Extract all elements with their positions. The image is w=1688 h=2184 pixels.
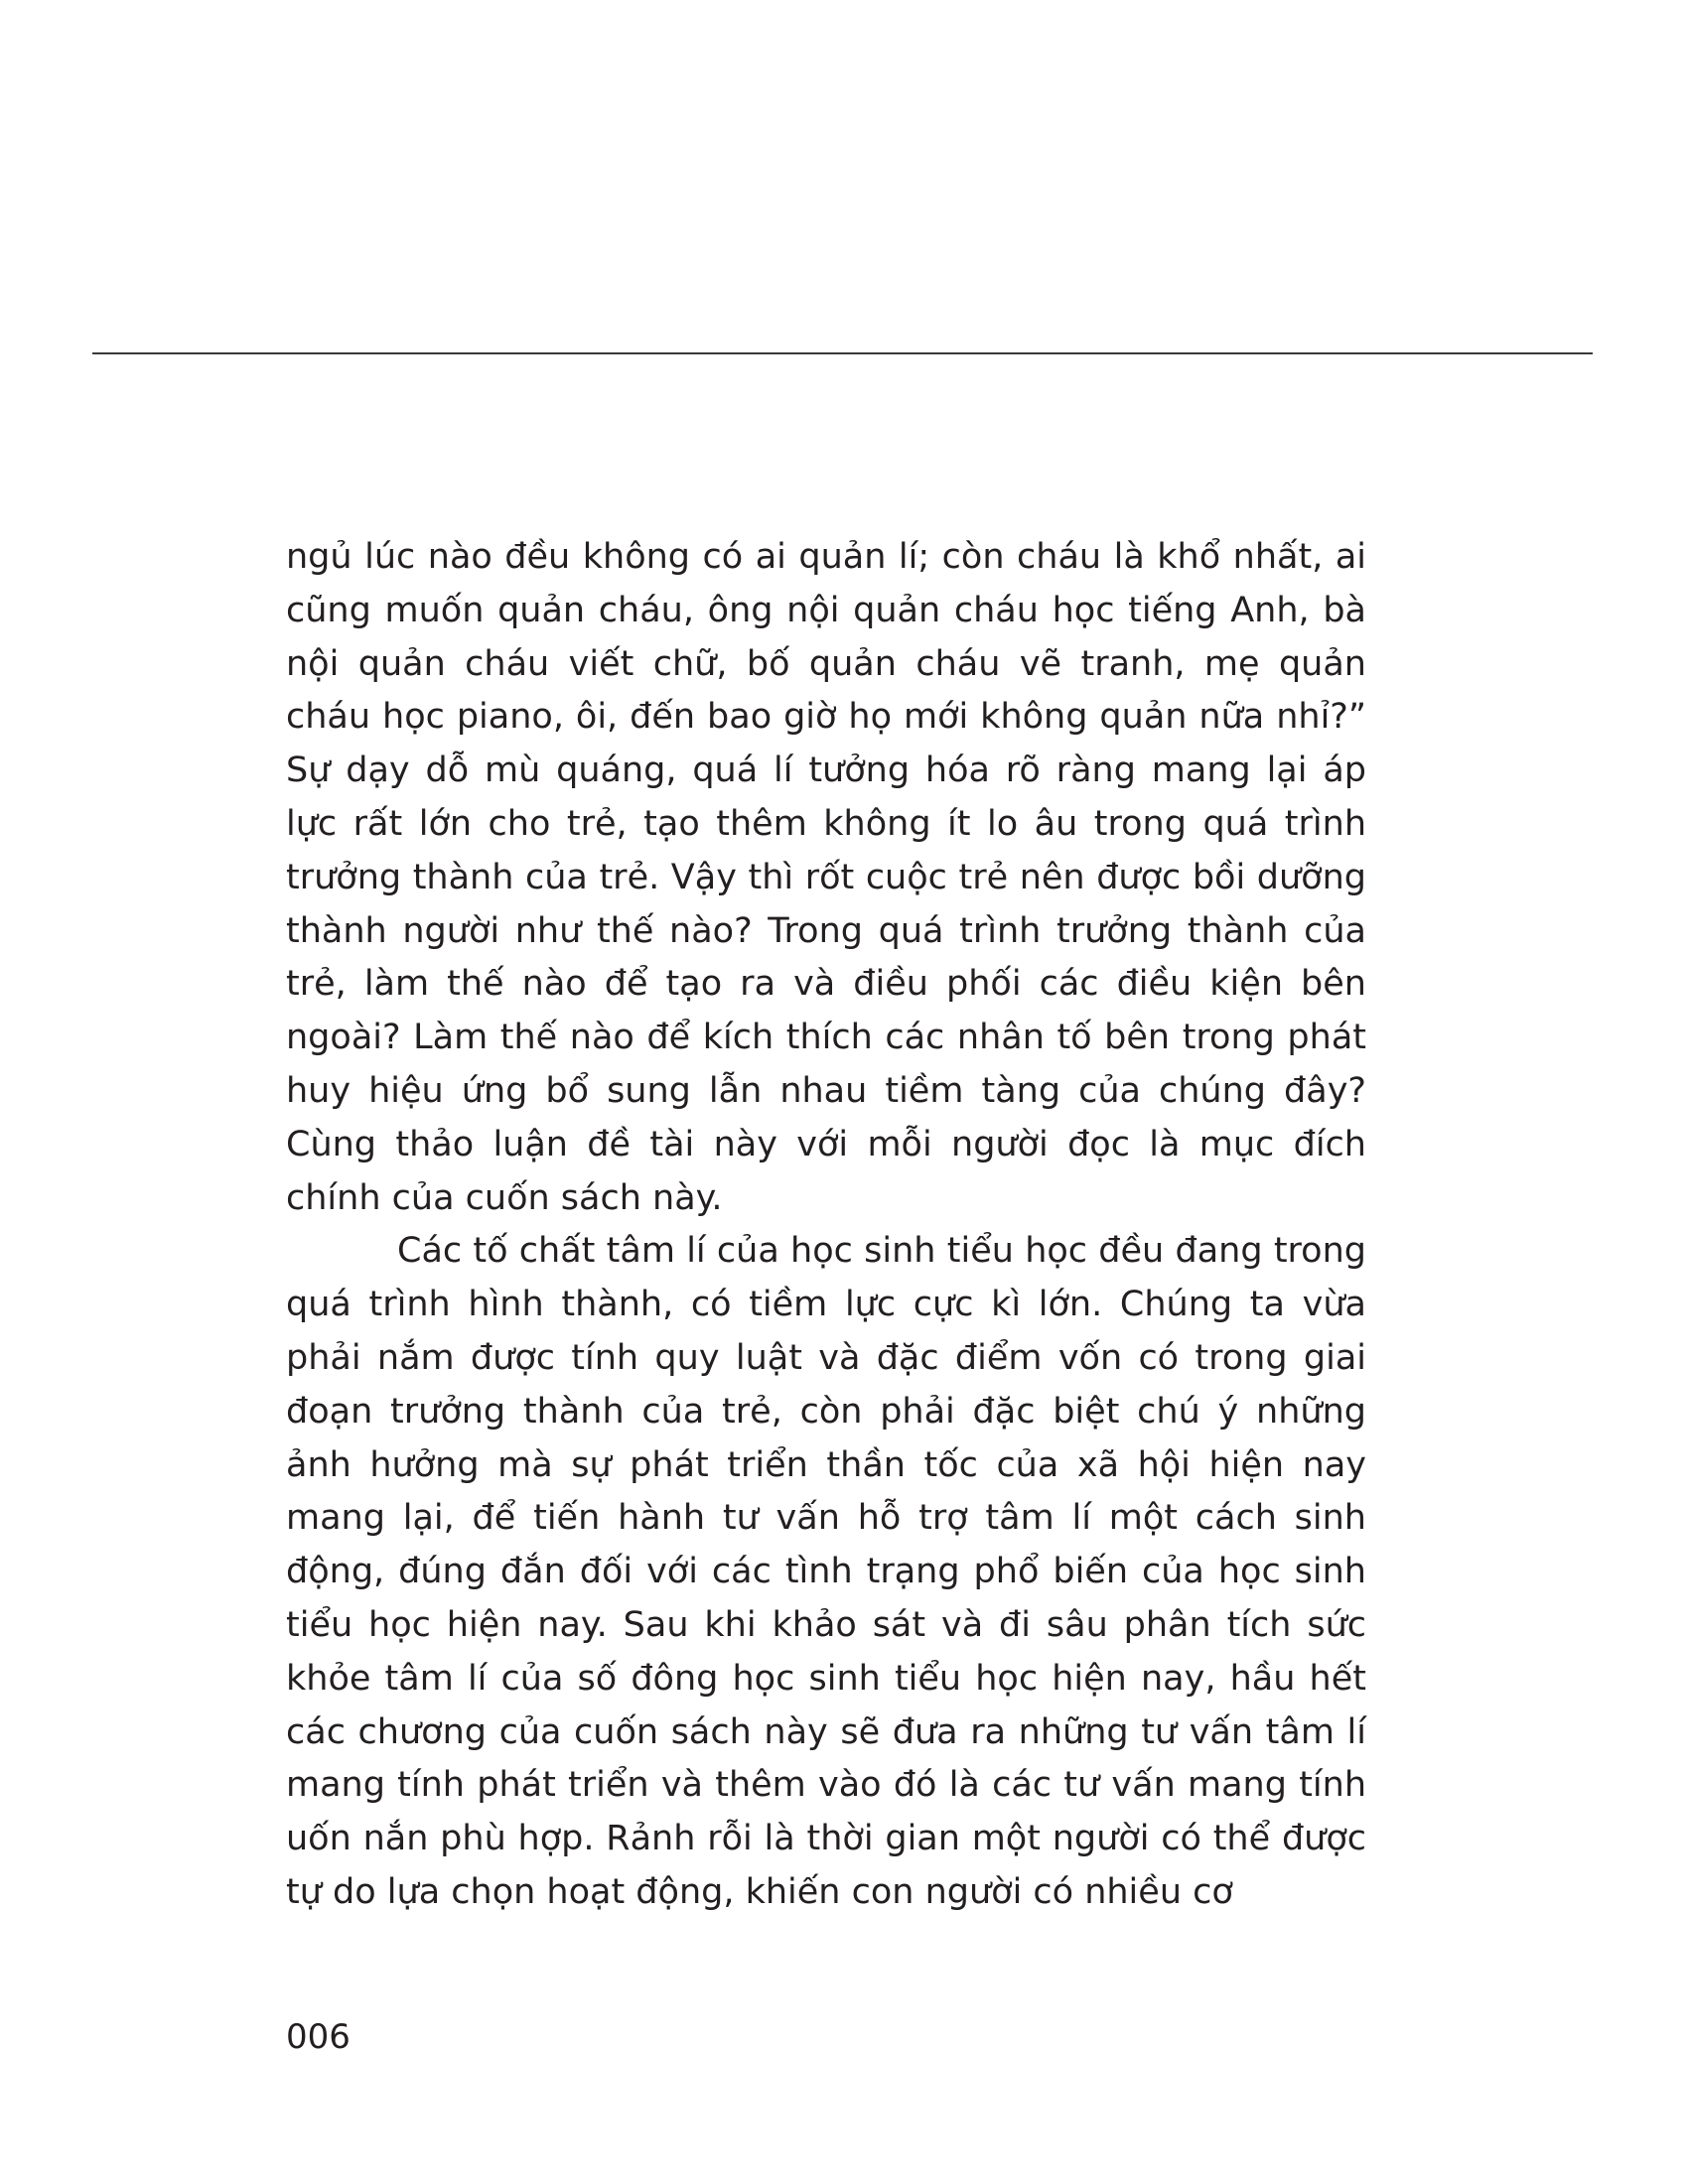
body-text [286,531,1366,1920]
page-number: 006 [286,2017,351,2057]
paragraph-continuation: ngủ lúc nào đều không có ai quản lí; còn cháu là khổ nhất, ai cũng muốn quản cháu, ông nội quản cháu học tiếng Anh, bà nội quản cháu viết chữ, bố quản cháu vẽ tranh, mẹ quản cháu học piano, ôi, đến bao giờ họ mới không quản nữa nhỉ?” Sự dạy dỗ mù quáng, quá lí tưởng hóa rõ ràng mang lại áp lực rất lớn cho trẻ, tạo thêm không ít lo âu trong quá trình trưởng thành của trẻ. Vậy thì rốt cuộc trẻ nên được bồi dưỡng thành người như thế nào? Trong quá trình trưởng thành của trẻ, làm thế nào để tạo ra và điều phối các điều kiện bên ngoài? Làm thế nào để kích thích các nhân tố bên trong phát huy hiệu ứng bổ sung lẫn nhau tiềm tàng của chúng đây? Cùng thảo luận đề tài này với mỗi người đọc là mục đích chính của cuốn sách này. [286,537,1366,1218]
header-rule [92,352,1593,354]
paragraph-new: Các tố chất tâm lí của học sinh tiểu học đều đang trong quá trình hình thành, có tiềm lực cực kì lớn. Chúng ta vừa phải nắm được tính quy luật và đặc điểm vốn có trong giai đoạn trưởng thành của trẻ, còn phải đặc biệt chú ý những ảnh hưởng mà sự phát triển thần tốc của xã hội hiện nay mang lại, để tiến hành tư vấn hỗ trợ tâm lí một cách sinh động, đúng đắn đối với các tình trạng phổ biến của học sinh tiểu học hiện nay. Sau khi khảo sát và đi sâu phân tích sức khỏe tâm lí của số đông học sinh tiểu học hiện nay, hầu hết các chương của cuốn sách này sẽ đưa ra những tư vấn tâm lí mang tính phát triển và thêm vào đó là các tư vấn mang tính uốn nắn phù hợp. Rảnh rỗi là thời gian một người có thể được tự do lựa chọn hoạt động, khiến con người có nhiều cơ [286,1231,1366,1912]
